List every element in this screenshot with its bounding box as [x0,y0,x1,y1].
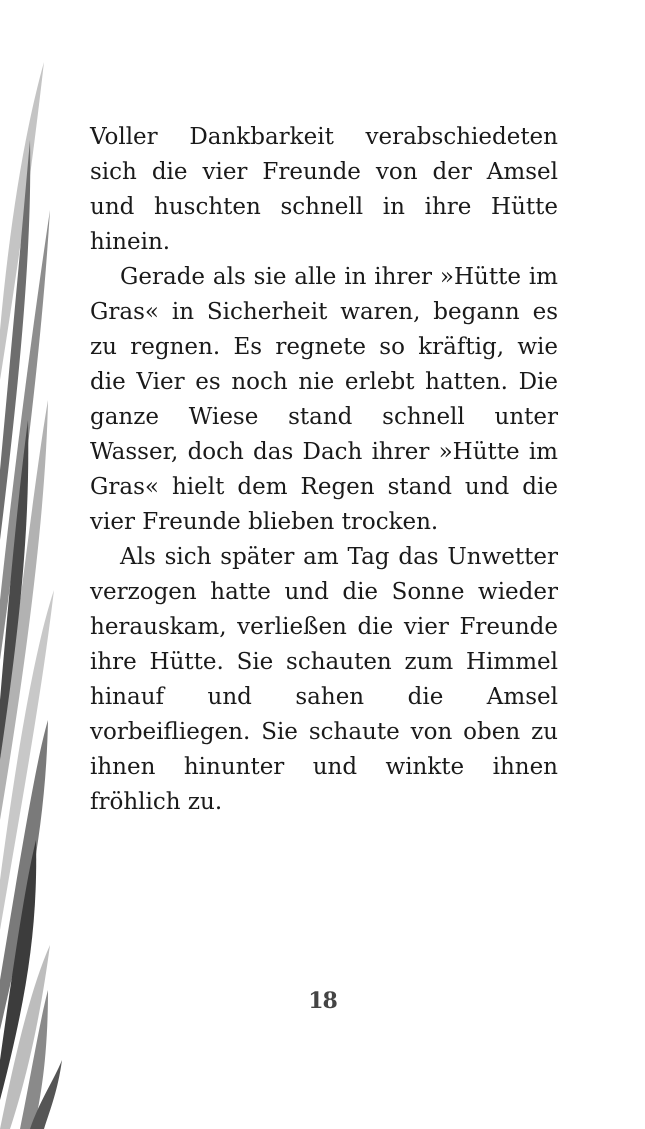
paragraph-3: Als sich später am Tag das Unwetter verzogen hatte und die Sonne wieder herauskam, verließen die vier Freunde ihre Hütte. Sie schauten zum Himmel hinauf und sahen die Amsel vorbeifliegen. Sie schaute von oben zu ihnen hinunter und winkte ihnen fröhlich zu. [90,544,558,815]
story-text [90,120,558,820]
grass-blades-illustration [0,0,80,1129]
paragraph-1: Voller Dankbarkeit verabschiedeten sich die vier Freunde von der Amsel und huschten schnell in ihre Hütte hinein. [90,124,558,255]
page-number: 18 [308,988,337,1014]
paragraph-2: Gerade als sie alle in ihrer »Hütte im Gras« in Sicherheit waren, begann es zu regnen. Es regnete so kräftig, wie die Vier es noch nie erlebt hatten. Die ganze Wiese stand schnell unter Wasser, doch das Dach ihrer »Hütte im Gras« hielt dem Regen stand und die vier Freunde blieben trocken. [90,264,558,535]
